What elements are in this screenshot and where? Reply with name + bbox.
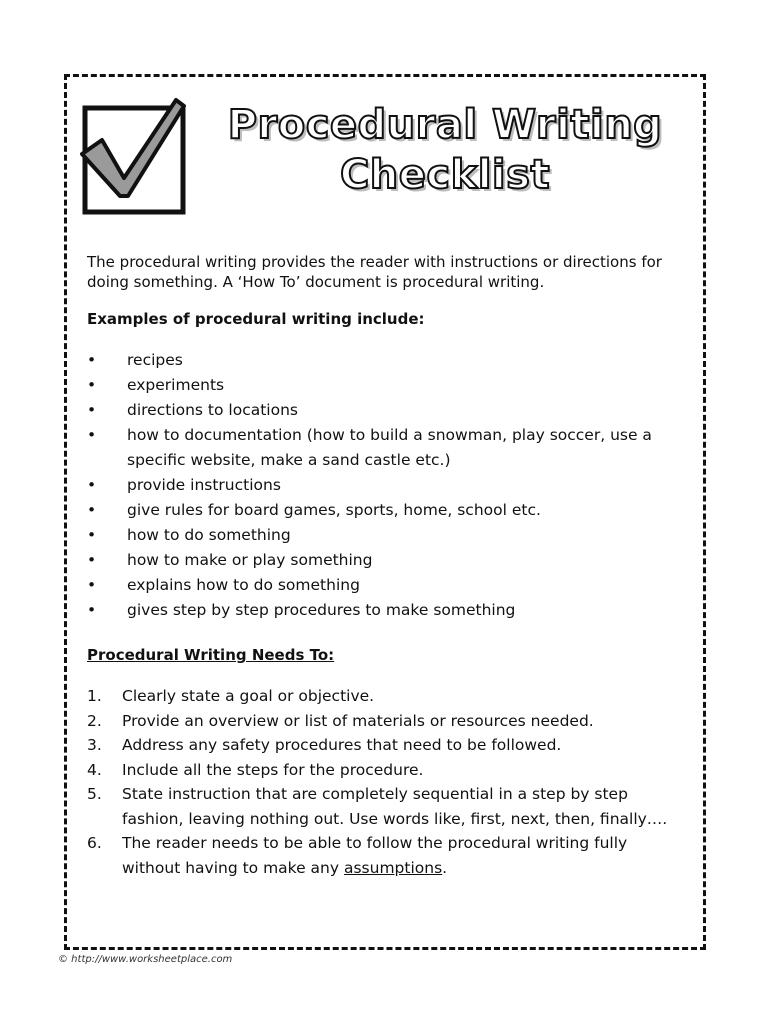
- needs-text: The reader needs to be able to follow the procedural writing fully without having to make any: [122, 834, 628, 877]
- bullet-icon: •: [87, 551, 97, 569]
- page-title: [215, 100, 675, 200]
- example-text: recipes: [127, 351, 183, 369]
- example-text: how to do something: [127, 526, 291, 544]
- example-list-item: [87, 523, 677, 548]
- needs-list-item: [87, 733, 677, 758]
- item-number: 3.: [87, 736, 102, 754]
- needs-list-item: [87, 684, 677, 709]
- example-text: provide instructions: [127, 476, 281, 494]
- example-text: gives step by step procedures to make something: [127, 601, 516, 619]
- example-list-item: [87, 423, 677, 473]
- examples-list: [87, 348, 677, 623]
- needs-list-item: [87, 782, 677, 831]
- needs-text: Provide an overview or list of materials or resources needed.: [122, 711, 594, 730]
- bullet-icon: •: [87, 501, 97, 519]
- item-number: 2.: [87, 711, 102, 730]
- needs-text: Clearly state a goal or objective.: [122, 687, 375, 705]
- needs-list-item: [87, 709, 677, 734]
- title-line-1: Procedural Writing: [227, 102, 663, 148]
- example-text: explains how to do something: [127, 576, 360, 594]
- bullet-icon: •: [87, 526, 97, 544]
- bullet-icon: •: [87, 376, 97, 394]
- needs-heading: Procedural Writing Needs To:: [87, 646, 335, 664]
- example-text: how to documentation (how to build a snowman, play soccer, use a specific website, make a sand castle etc.): [127, 426, 652, 469]
- example-list-item: [87, 598, 677, 623]
- example-list-item: [87, 498, 677, 523]
- checkbox-checkmark-icon: [80, 96, 190, 216]
- example-text: give rules for board games, sports, home, school etc.: [127, 501, 541, 519]
- example-list-item: [87, 548, 677, 573]
- item-number: 6.: [87, 834, 102, 852]
- needs-list: [87, 684, 677, 880]
- bullet-icon: •: [87, 601, 97, 619]
- example-text: experiments: [127, 376, 225, 394]
- needs-list-item: [87, 831, 677, 880]
- example-list-item: [87, 398, 677, 423]
- example-text: directions to locations: [127, 401, 298, 419]
- needs-text: Include all the steps for the procedure.: [122, 760, 424, 779]
- example-list-item: [87, 473, 677, 498]
- needs-text-end: .: [442, 858, 448, 877]
- bullet-icon: •: [87, 351, 97, 369]
- item-number: 4.: [87, 760, 102, 779]
- title-line-2: Checklist: [339, 152, 551, 198]
- needs-text: State instruction that are completely sequential in a step by step fashion, leaving nothing out. Use words like, first, next, then, finally….: [122, 785, 668, 828]
- bullet-icon: •: [87, 576, 97, 594]
- underlined-term: assumptions: [343, 858, 443, 877]
- item-number: 5.: [87, 785, 102, 803]
- example-text: how to make or play something: [127, 551, 373, 569]
- example-list-item: [87, 348, 677, 373]
- intro-paragraph: The procedural writing provides the reader with instructions or directions for doing something. A ‘How To’ document is procedural writing.: [87, 253, 662, 291]
- bullet-icon: •: [87, 426, 97, 444]
- needs-text: Address any safety procedures that need to be followed.: [122, 736, 562, 754]
- bullet-icon: •: [87, 401, 97, 419]
- examples-heading: Examples of procedural writing include:: [87, 310, 425, 328]
- needs-list-item: [87, 758, 677, 783]
- item-number: 1.: [87, 687, 102, 705]
- bullet-icon: •: [87, 476, 97, 494]
- example-list-item: [87, 373, 677, 398]
- copyright-footer: © http://www.worksheetplace.com: [58, 954, 233, 965]
- example-list-item: [87, 573, 677, 598]
